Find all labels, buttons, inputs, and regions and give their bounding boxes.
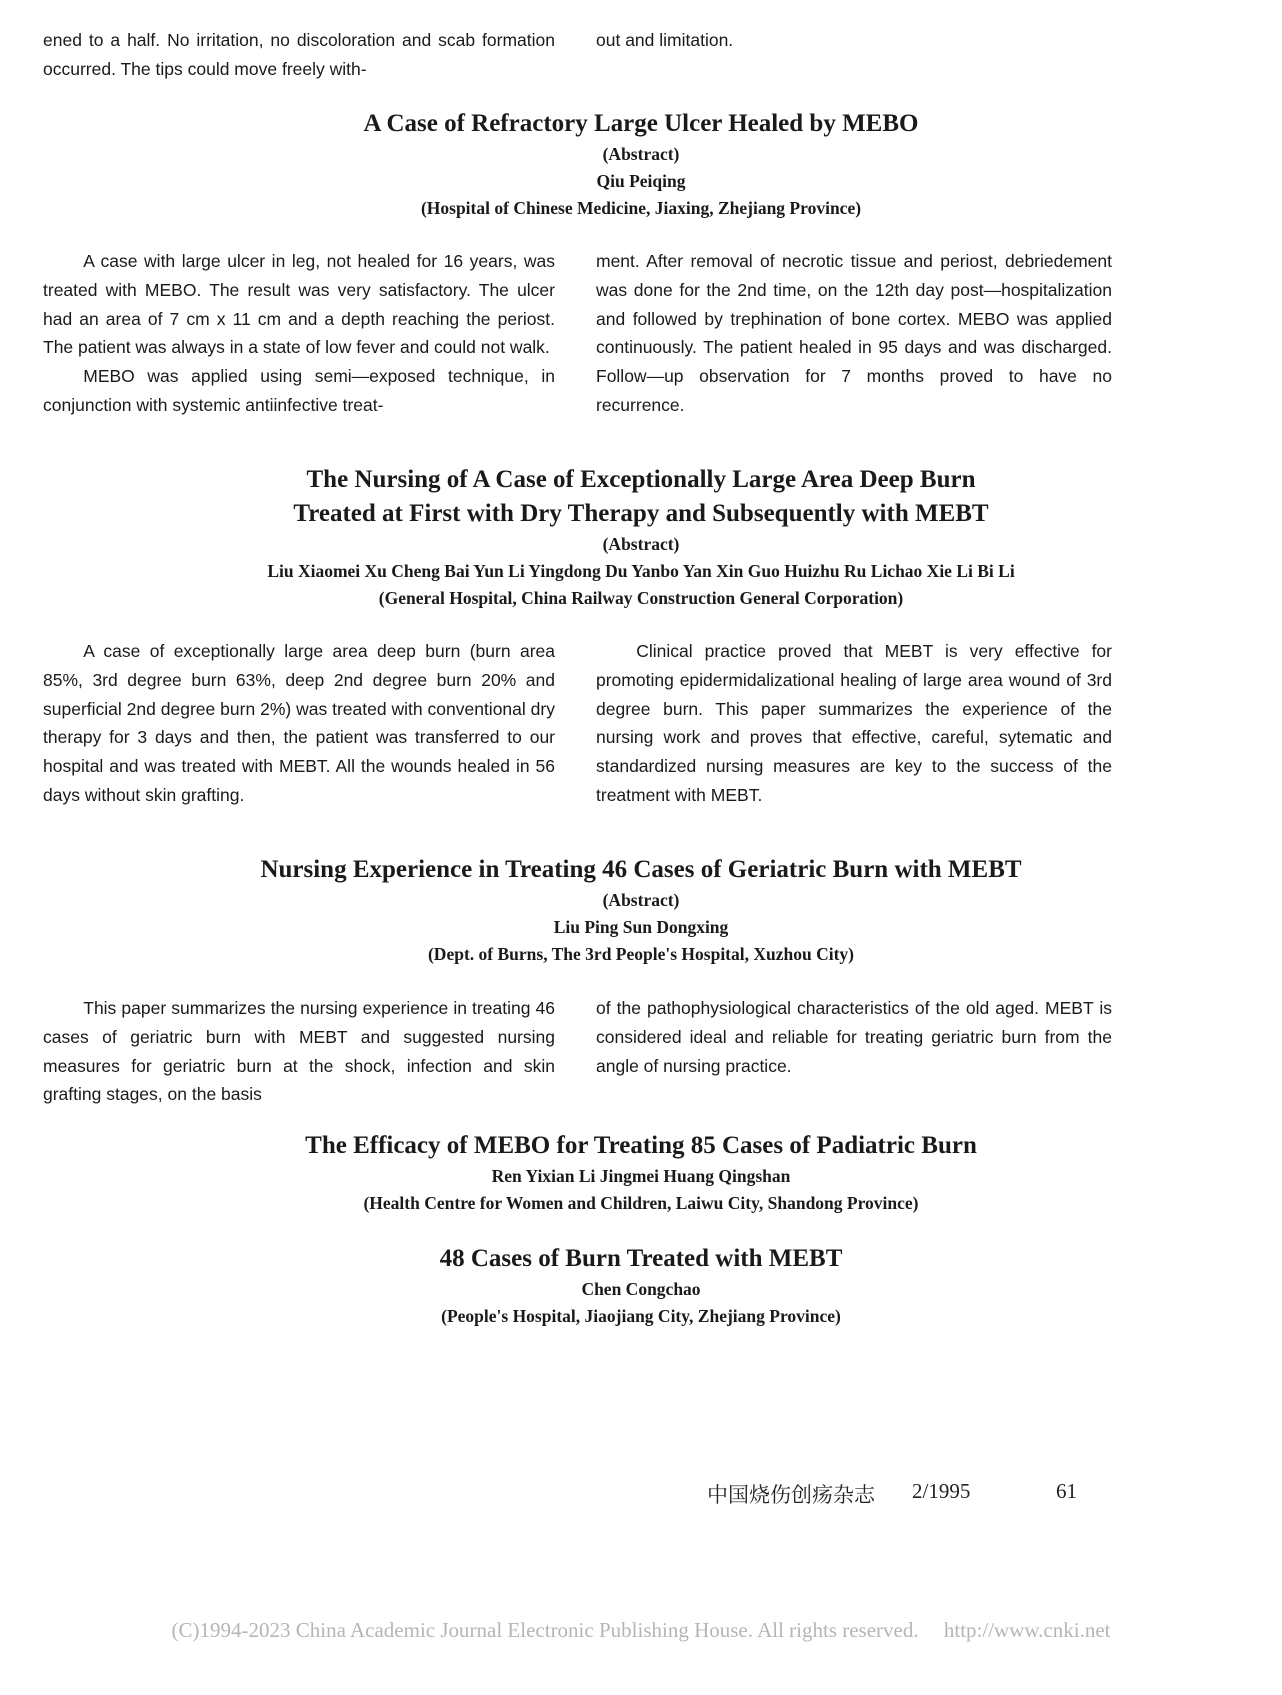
article-title-line-1: The Nursing of A Case of Exceptionally Large Area Deep Burn bbox=[306, 466, 976, 493]
article-title: The Efficacy of MEBO for Treating 85 Cases of Padiatric Burn bbox=[305, 1132, 977, 1159]
author-line: Liu Xiaomei Xu Cheng Bai Yun Li Yingdong Du Yanbo Yan Xin Guo Huizhu Ru Lichao Xie Li Bi Li bbox=[267, 561, 1015, 581]
article-title: Nursing Experience in Treating 46 Cases of Geriatric Burn with MEBT bbox=[260, 856, 1022, 883]
abstract-column-right bbox=[596, 994, 1112, 1080]
author-line: Qiu Peiqing bbox=[596, 171, 686, 191]
author-line: Ren Yixian Li Jingmei Huang Qingshan bbox=[491, 1166, 791, 1186]
paragraph: A case with large ulcer in leg, not healed for 16 years, was treated with MEBO. The result was very satisfactory. The ulcer had an area of 7 cm x 11 cm and a depth reaching the periost. The patient was always in a state of low fever and could not walk. bbox=[43, 251, 555, 358]
paragraph: This paper summarizes the nursing experience in treating 46 cases of geriatric burn with MEBT and suggested nursing measures for geriatric burn at the shock, infection and skin grafting stages, on the basis bbox=[43, 998, 555, 1105]
issue-number: 2/1995 bbox=[912, 1479, 971, 1503]
affiliation-line: (People's Hospital, Jiaojiang City, Zhejiang Province) bbox=[441, 1306, 841, 1326]
abstract-column-right bbox=[596, 247, 1112, 420]
continued-text-right bbox=[596, 26, 1112, 55]
affiliation-line: (General Hospital, China Railway Construction General Corporation) bbox=[378, 588, 904, 608]
abstract-label: (Abstract) bbox=[602, 890, 680, 910]
abstract-label: (Abstract) bbox=[602, 534, 680, 554]
paragraph: ened to a half. No irritation, no discoloration and scab formation occurred. The tips could move freely with- bbox=[43, 30, 555, 79]
author-line: Chen Congchao bbox=[581, 1279, 701, 1299]
paragraph: MEBO was applied using semi—exposed technique, in conjunction with systemic antiinfective treat- bbox=[43, 366, 555, 415]
author-line: Liu Ping Sun Dongxing bbox=[553, 917, 729, 937]
paragraph: ment. After removal of necrotic tissue and periost, debriedement was done for the 2nd time, on the 12th day post—hospitalization and followed by trephination of bone cortex. MEBO was applied continuously. The patient healed in 95 days and was discharged. Follow—up observation for 7 months proved to have no recurrence. bbox=[596, 251, 1112, 415]
copyright-text: (C)1994-2023 China Academic Journal Electronic Publishing House. All rights reserved. bbox=[171, 1618, 919, 1642]
paragraph: of the pathophysiological characteristics of the old aged. MEBT is considered ideal and reliable for treating geriatric burn from the angle of nursing practice. bbox=[596, 998, 1112, 1076]
abstract-label: (Abstract) bbox=[602, 144, 680, 164]
paragraph: out and limitation. bbox=[596, 30, 734, 50]
paragraph: Clinical practice proved that MEBT is very effective for promoting epidermidalizational healing of large area wound of 3rd degree burn. This paper summarizes the experience of the nursing work and proves that effective, careful, sytematic and standardized nursing measures are key to the success of the treatment with MEBT. bbox=[596, 641, 1112, 805]
abstract-column-left bbox=[43, 994, 555, 1109]
article-title: 48 Cases of Burn Treated with MEBT bbox=[439, 1245, 843, 1272]
article-title-line-2: Treated at First with Dry Therapy and Subsequently with MEBT bbox=[293, 500, 989, 527]
continued-text-left bbox=[43, 26, 555, 84]
journal-name: 中国烧伤创疡杂志 bbox=[707, 1483, 875, 1507]
copyright-url: http://www.cnki.net bbox=[943, 1618, 1111, 1642]
abstract-column-left bbox=[43, 247, 555, 420]
affiliation-line: (Hospital of Chinese Medicine, Jiaxing, Zhejiang Province) bbox=[420, 198, 862, 218]
page-number: 61 bbox=[1056, 1479, 1077, 1503]
affiliation-line: (Dept. of Burns, The 3rd People's Hospital, Xuzhou City) bbox=[427, 944, 855, 964]
affiliation-line: (Health Centre for Women and Children, Laiwu City, Shandong Province) bbox=[363, 1193, 919, 1213]
abstract-column-left bbox=[43, 637, 555, 810]
abstract-column-right bbox=[596, 637, 1112, 810]
article-title: A Case of Refractory Large Ulcer Healed by MEBO bbox=[363, 110, 919, 137]
paragraph: A case of exceptionally large area deep burn (burn area 85%, 3rd degree burn 63%, deep 2nd degree burn 20% and superficial 2nd degree burn 2%) was treated with conventional dry therapy for 3 days and then, the patient was transferred to our hospital and was treated with MEBT. All the wounds healed in 56 days without skin grafting. bbox=[43, 641, 555, 805]
copyright-notice bbox=[0, 1618, 1282, 1643]
